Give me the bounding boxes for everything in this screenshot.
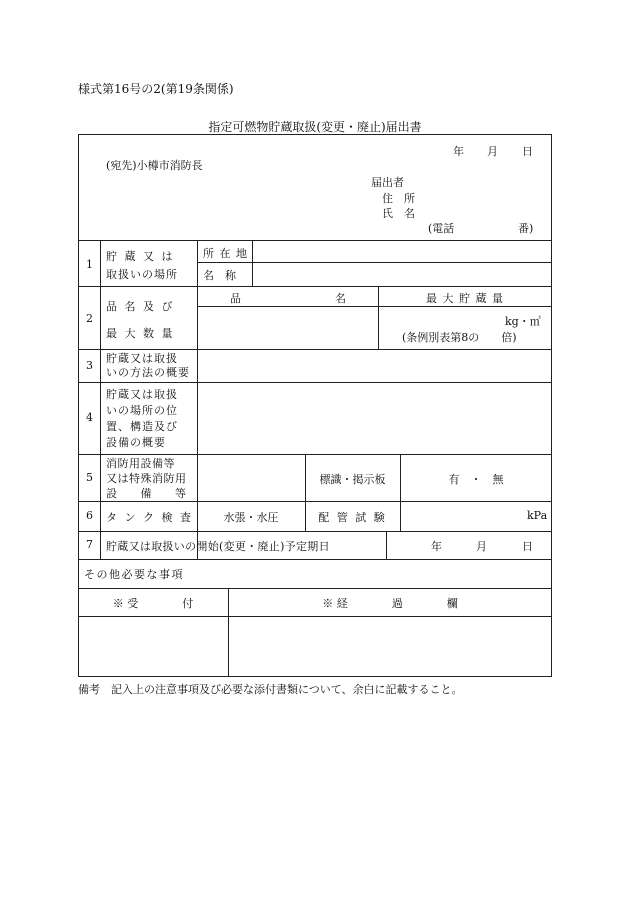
max-storage-header: 最 大 貯 蔵 量 <box>426 292 504 305</box>
pipe-test-label: 配 管 試 験 <box>318 511 387 524</box>
addressee: (宛先)小樽市消防長 <box>106 159 203 172</box>
item-name-header-1: 品 <box>230 292 241 305</box>
location-label: 所 在 地 <box>203 247 248 260</box>
sign-board-label: 標識・掲示板 <box>319 473 386 486</box>
row4-number: 4 <box>86 411 93 424</box>
row3-label: 貯蔵又は取扱 いの方法の概要 <box>106 352 190 379</box>
row3-number: 3 <box>86 359 93 372</box>
row7-month: 月 <box>476 540 487 553</box>
storage-unit: kg・㎥ <box>505 315 541 328</box>
row1-label-line2: 取扱いの場所 <box>106 268 178 281</box>
multiple-note: (条例別表第8の 倍) <box>402 331 517 344</box>
header-day: 日 <box>522 145 533 158</box>
other-matters-label: その他必要な事項 <box>84 568 184 581</box>
pressure-unit: kPa <box>527 509 548 522</box>
form-number: 様式第16号の2(第19条関係) <box>78 82 234 96</box>
row5-number: 5 <box>86 471 93 484</box>
row1-number: 1 <box>86 258 93 271</box>
row1-label-line1: 貯 蔵 又 は <box>106 250 175 263</box>
progress-label: ※ 経 過 欄 <box>322 597 458 610</box>
header-year: 年 <box>453 145 464 158</box>
row7-year: 年 <box>431 540 442 553</box>
form-title: 指定可燃物貯蔵取扱(変更・廃止)届出書 <box>208 120 422 134</box>
row7-day: 日 <box>522 540 533 553</box>
item-name-header-2: 名 <box>335 292 346 305</box>
phone-close: 番) <box>518 222 534 235</box>
row2-label-line2: 最 大 数 量 <box>106 327 175 340</box>
phone-open: (電話 <box>428 222 455 235</box>
name-label: 氏 名 <box>382 207 415 220</box>
address-label: 住 所 <box>382 192 415 205</box>
row2-number: 2 <box>86 312 93 325</box>
row7-number: 7 <box>86 538 93 551</box>
row7-label: 貯蔵又は取扱いの開始(変更・廃止)予定期日 <box>106 540 330 553</box>
row2-label-line1: 品 名 及 び <box>106 300 175 313</box>
facility-name-label: 名 称 <box>203 269 236 282</box>
sign-board-yes-no: 有 ・ 無 <box>448 473 504 486</box>
header-month: 月 <box>487 145 498 158</box>
notifier-label: 届出者 <box>371 176 404 189</box>
row6-number: 6 <box>86 509 93 522</box>
reception-label: ※ 受 付 <box>112 597 194 610</box>
row6-label: タ ン ク 検 査 <box>106 511 193 524</box>
row4-label: 貯蔵又は取扱 いの場所の位 置、構造及び 設備の概要 <box>106 388 178 449</box>
row5-label: 消防用設備等 又は特殊消防用 設 備 等 <box>106 457 187 500</box>
tank-test-value: 水張・水圧 <box>223 511 279 524</box>
remarks-note: 備考 記入上の注意事項及び必要な添付書類について、余白に記載すること。 <box>78 683 463 696</box>
